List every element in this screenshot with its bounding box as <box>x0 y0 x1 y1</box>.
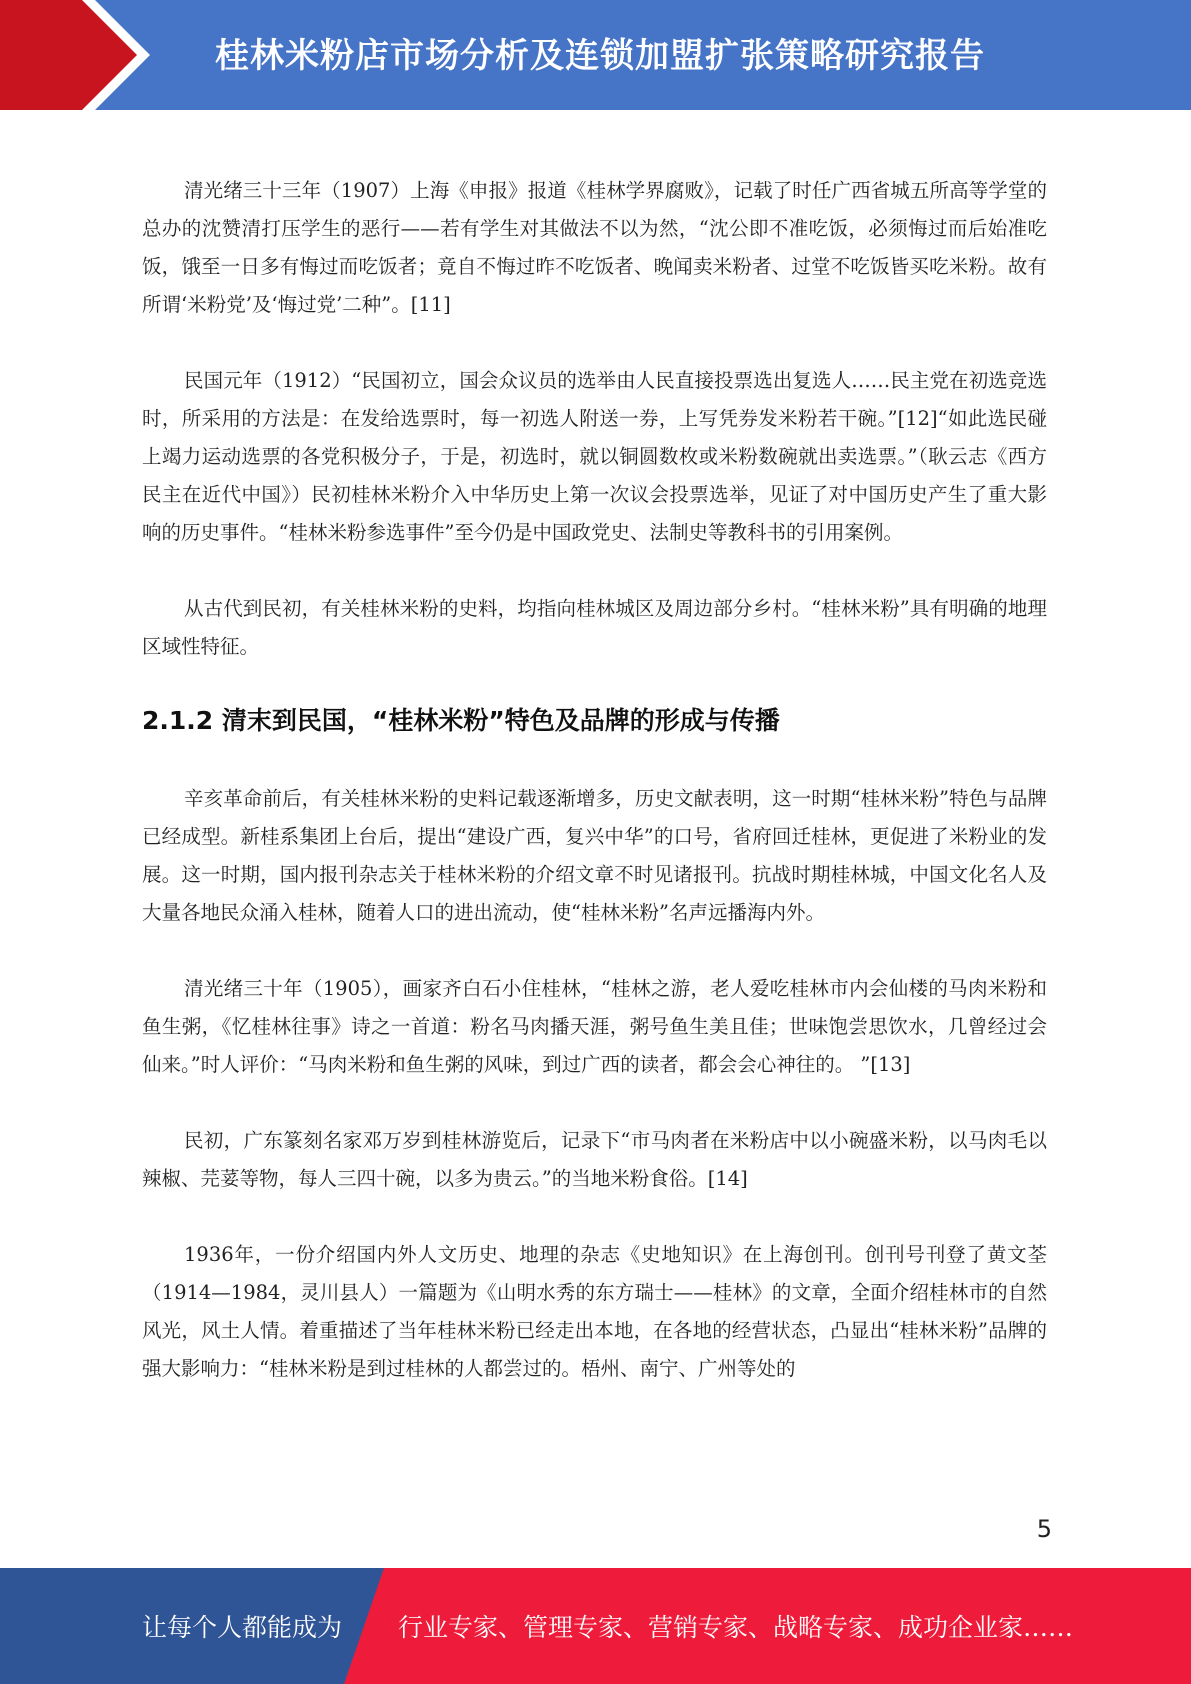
footer-slogan-right: 行业专家、管理专家、营销专家、战略专家、成功企业家…… <box>398 1613 1074 1642</box>
body-paragraph: 从古代到民初，有关桂林米粉的史料，均指向桂林城区及周边部分乡村。“桂林米粉”具有明确的地理区域性特征。 <box>142 597 1047 658</box>
body-paragraph: 辛亥革命前后，有关桂林米粉的史料记载逐渐增多，历史文献表明，这一时期“桂林米粉”特色与品牌已经成型。新桂系集团上台后，提出“建设广西，复兴中华”的口号，省府回迁桂林，更促进了米粉业的发展。这一时期，国内报刊杂志关于桂林米粉的介绍文章不时见诸报刊。抗战时期桂林城，中国文化名人及大量各地民众涌入桂林，随着人口的进出流动，使“桂林米粉”名声远播海内外。 <box>142 787 1047 924</box>
page-footer <box>0 1568 1191 1684</box>
report-title: 桂林米粉店市场分析及连锁加盟扩张策略研究报告 <box>215 36 985 76</box>
section-heading: 2.1.2 清末到民国，“桂林米粉”特色及品牌的形成与传播 <box>142 706 780 735</box>
body-paragraph: 1936年，一份介绍国内外人文历史、地理的杂志《史地知识》在上海创刊。创刊号刊登了黄文荃（1914—1984，灵川县人）一篇题为《山明水秀的东方瑞士——桂林》的文章，全面介绍桂林市的自然风光，风土人情。着重描述了当年桂林米粉已经走出本地，在各地的经营状态，凸显出“桂林米粉”品牌的强大影响力：“桂林米粉是到过桂林的人都尝过的。梧州、南宁、广州等处的 <box>142 1243 1047 1380</box>
page-body <box>142 172 1047 1426</box>
page-header <box>0 0 1191 110</box>
footer-slogan-left: 让每个人都能成为 <box>142 1613 343 1642</box>
body-paragraph: 民国元年（1912）“民国初立，国会众议员的选举由人民直接投票选出复选人……民主党在初选竞选时，所采用的方法是：在发给选票时，每一初选人附送一券，上写凭券发米粉若干碗。”[12]“如此选民碰上竭力运动选票的各党积极分子，于是，初选时，就以铜圆数枚或米粉数碗就出卖选票。”（耿云志《西方民主在近代中国》）民初桂林米粉介入中华历史上第一次议会投票选举，见证了对中国历史产生了重大影响的历史事件。“桂林米粉参选事件”至今仍是中国政党史、法制史等教科书的引用案例。 <box>142 369 1047 544</box>
body-paragraph: 民初，广东篆刻名家邓万岁到桂林游览后，记录下“市马肉者在米粉店中以小碗盛米粉，以马肉毛以辣椒、芫荽等物，每人三四十碗，以多为贵云。”的当地米粉食俗。[14] <box>142 1129 1047 1190</box>
body-paragraph: 清光绪三十三年（1907）上海《申报》报道《桂林学界腐败》，记载了时任广西省城五所高等学堂的总办的沈赞清打压学生的恶行——若有学生对其做法不以为然，“沈公即不准吃饭，必须悔过而后始准吃饭，饿至一日多有悔过而吃饭者；竟自不悔过昨不吃饭者、晚闻卖米粉者、过堂不吃饭皆买吃米粉。故有所谓‘米粉党’及‘悔过党’二种”。[11] <box>142 179 1047 316</box>
page-number: 5 <box>1036 1515 1052 1543</box>
body-paragraph: 清光绪三十年（1905），画家齐白石小住桂林，“桂林之游，老人爱吃桂林市内会仙楼的马肉米粉和鱼生粥，《忆桂林往事》诗之一首道：粉名马肉播天涯，粥号鱼生美且佳；世味饱尝思饮水，几曾经过会仙来。”时人评价：“马肉米粉和鱼生粥的风味，到过广西的读者，都会会心神往的。 ”[13] <box>142 977 1047 1076</box>
